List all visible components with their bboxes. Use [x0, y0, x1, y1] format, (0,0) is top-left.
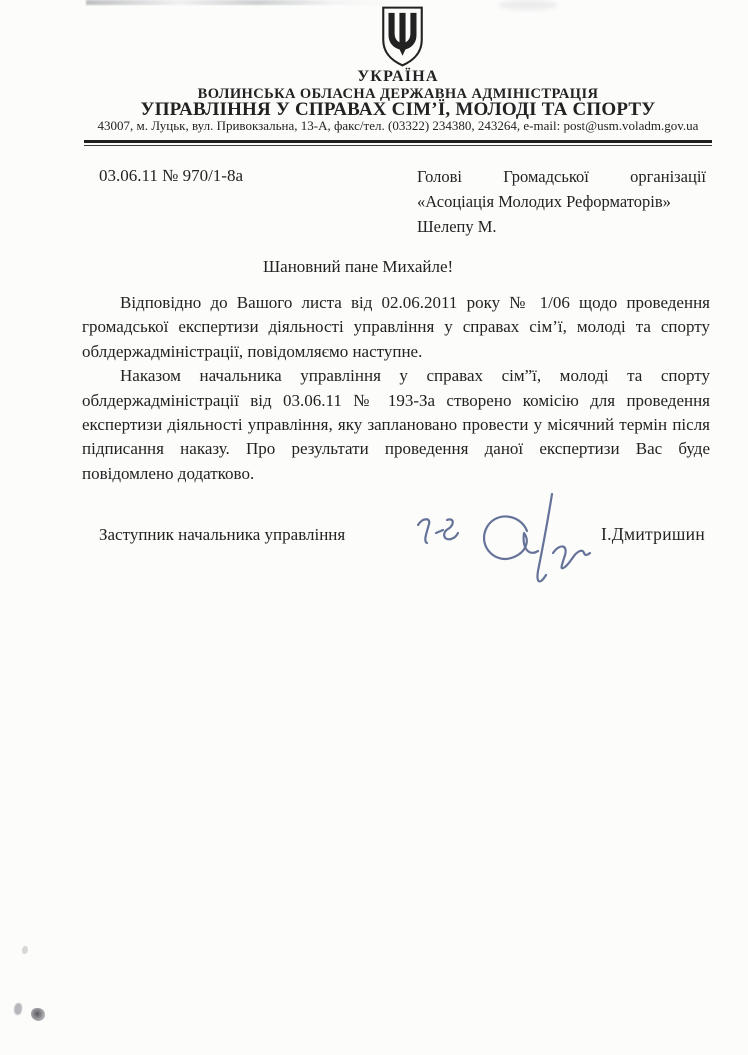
- country-name: УКРАЇНА: [357, 68, 439, 85]
- letter-body: [82, 291, 710, 486]
- administration-name: ВОЛИНСЬКА ОБЛАСНА ДЕРЖАВНА АДМІНІСТРАЦІЯ: [197, 86, 599, 102]
- salutation: Шановний пане Михайле!: [263, 257, 454, 276]
- recipient-line: Шелепу М.: [417, 217, 497, 236]
- scan-smudge-top: [86, 0, 396, 5]
- contact-line: 43007, м. Луцьк, вул. Привокзальна, 13-А, факс/тел. (03322) 234380, 243264, e-mail: post@usm.voladm.gov.ua: [97, 118, 699, 133]
- signatory-name: І.Дмитришин: [600, 524, 705, 544]
- divider-thick-line: [84, 140, 712, 143]
- divider-thin-line: [84, 145, 712, 146]
- scan-speck: [14, 1003, 22, 1015]
- scan-smudge-top-right: [498, 0, 558, 10]
- signatory-title: Заступник начальника управління: [99, 525, 346, 544]
- recipient-line: Голові Громадської організації: [417, 167, 706, 186]
- scan-speck: [22, 946, 28, 954]
- scan-speck: [31, 1008, 45, 1021]
- recipient-block: [417, 164, 706, 239]
- body-paragraph: Відповідно до Вашого листа від 02.06.2011 року № 1/06 щодо проведення громадської експертизи діяльності управління у справах сім’ї, молоді та спорту облдержадміністрації, повідомляємо наступне.: [82, 293, 710, 361]
- recipient-line: «Асоціація Молодих Реформаторів»: [417, 192, 671, 211]
- reference-date-number: 03.06.11 № 970/1-8а: [99, 166, 244, 185]
- department-name: УПРАВЛІННЯ У СПРАВАХ СІМ’Ї, МОЛОДІ ТА СПОРТУ: [140, 99, 656, 120]
- letterhead-divider: [84, 140, 712, 146]
- body-paragraph: Наказом начальника управління у справах сім”ї, молоді та спорту облдержадміністрації від 03.06.11 № 193-За створено комісію для проведення експертизи діяльності управління, яку заплановано провести у місячний термін після підписання наказу. Про результати проведення даної експертизи Вас буде повідомлено додатково.: [82, 366, 710, 483]
- ukraine-trident-emblem-icon: [374, 5, 431, 68]
